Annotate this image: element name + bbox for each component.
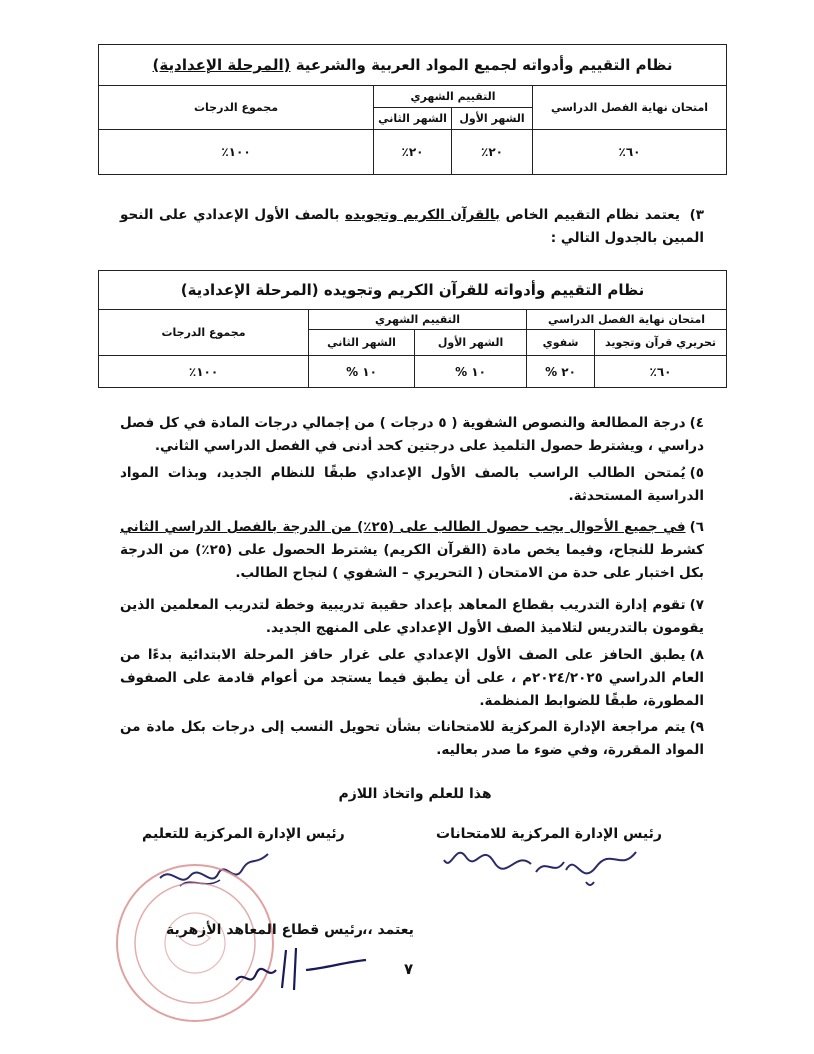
assessment-table-arabic-sharia: [98, 44, 727, 175]
signature-title-sector: رئيس قطاع المعاهد الأزهرية: [166, 922, 363, 938]
page-number: ٧: [404, 960, 414, 978]
paragraph-9: ٩)يتم مراجعة الإدارة المركزية للامتحانات بشأن تحويل النسب إلى درجات بكل مادة من المواد المقررة، وفي ضوء ما صدر بعاليه.: [120, 719, 704, 758]
table2-val-month1: ١٠ %: [415, 356, 527, 388]
table2-col-total: مجموع الدرجات: [99, 310, 309, 356]
table1-val-month1: ٢٠٪: [452, 130, 533, 175]
table2-val-oral: ٢٠ %: [527, 356, 595, 388]
signature-exams-head: [436, 842, 646, 892]
table2-val-month2: ١٠ %: [309, 356, 415, 388]
table2-val-written: ٦٠٪: [595, 356, 727, 388]
table1-val-final: ٦٠٪: [533, 130, 727, 175]
closing-line: هذا للعلم واتخاذ اللازم: [338, 786, 492, 802]
signature-title-exams: رئيس الإدارة المركزية للامتحانات: [436, 826, 662, 842]
table1-val-month2: ٢٠٪: [374, 130, 452, 175]
table1-val-total: ١٠٠٪: [99, 130, 374, 175]
assessment-table-quran: [98, 270, 727, 388]
paragraph-6: ٦)في جميع الأحوال يجب حصول الطالب على (٢٥٪) من الدرجة بالفصل الدراسي الثاني كشرط للنجاح، وفيما يخص مادة (القرآن الكريم) يشترط الحصول على (٢٥٪) من الدرجة بكل اختبار على حدة من الامتحان ( التحريري – الشفوي ) لنجاح الطالب.: [120, 519, 704, 581]
table2-val-total: ١٠٠٪: [99, 356, 309, 388]
table2-col-monthly: التقييم الشهري: [309, 310, 527, 330]
paragraph-8: ٨)يطبق الحافز على الصف الأول الإعدادي على غرار حافز المرحلة الابتدائية بدءًا من العام الدراسي ٢٠٢٤/٢٠٢٥م ، على أن يطبق فيما يستجد من أعوام قادمة على الصفوف المطورة، طبقًا للضوابط المنظمة.: [120, 647, 704, 709]
paragraph-3: ٣) يعتمد نظام التقييم الخاص بالقرآن الكريم وتجويده بالصف الأول الإعدادي على النحو المبين بالجدول التالي :: [120, 207, 705, 246]
paragraph-7: ٧)تقوم إدارة التدريب بقطاع المعاهد بإعداد حقيبة تدريبية وخطة لتدريب المعلمين الذين يقومون بالتدريس لتلاميذ الصف الأول الإعدادي على المنهج الجديد.: [120, 597, 704, 636]
table1-col-month2: الشهر الثاني: [374, 108, 452, 130]
signature-title-education: رئيس الإدارة المركزية للتعليم: [142, 826, 345, 842]
table1-col-total: مجموع الدرجات: [99, 86, 374, 130]
paragraph-4: ٤)درجة المطالعة والنصوص الشفوية ( ٥ درجات ) من إجمالي درجات المادة في كل فصل دراسي ، ويشترط حصول التلميذ على درجتين كحد أدنى في الفصل الدراسي الثاني.: [120, 415, 704, 454]
table2-col-final: امتحان نهاية الفصل الدراسي: [527, 310, 727, 330]
table1-col-month1: الشهر الأول: [452, 108, 533, 130]
table1-col-final: امتحان نهاية الفصل الدراسي: [533, 86, 727, 130]
table2-col-oral: شفوي: [527, 330, 595, 356]
table2-col-written: تحريري قرآن وتجويد: [595, 330, 727, 356]
approval-label: يعتمد ،،: [362, 922, 414, 938]
table2-col-month2: الشهر الثاني: [309, 330, 415, 356]
table2-col-month1: الشهر الأول: [415, 330, 527, 356]
paragraph-5: ٥)يُمتحن الطالب الراسب بالصف الأول الإعدادي طبقًا للنظام الجديد، وبذات المواد الدراسية المستحدثة.: [120, 465, 704, 504]
signature-sector-head: [216, 940, 376, 1000]
table1-col-monthly: التقييم الشهري: [374, 86, 533, 108]
table1-title: نظام التقييم وأدواته لجميع المواد العربية والشرعية (المرحلة الإعدادية): [99, 45, 727, 86]
table2-title: نظام التقييم وأدواته للقرآن الكريم وتجويده (المرحلة الإعدادية): [99, 271, 727, 310]
